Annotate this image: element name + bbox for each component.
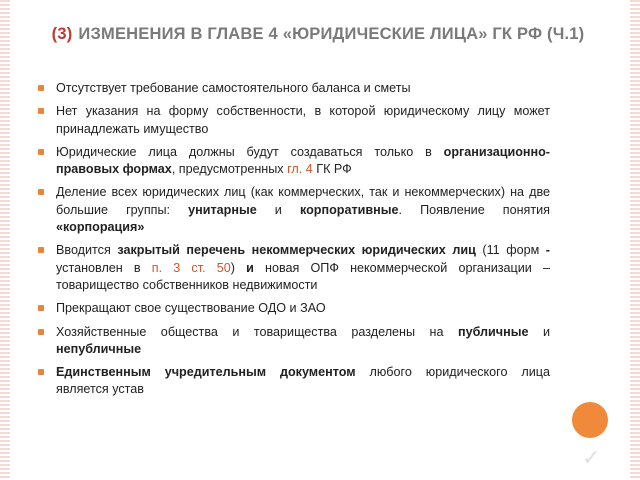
bullet-item: Хозяйственные общества и товарищества разделены на публичные и непубличные [38,324,550,359]
right-decorative-border [630,0,640,480]
title-text: ИЗМЕНЕНИЯ В ГЛАВЕ 4 «ЮРИДИЧЕСКИЕ ЛИЦА» ГК РФ (Ч.1) [78,25,585,43]
bullet-square-icon [38,189,44,195]
orange-circle-decoration [572,402,608,438]
bullet-square-icon [38,369,44,375]
bullet-item: Прекращают свое существование ОДО и ЗАО [38,300,550,317]
bullet-square-icon [38,305,44,311]
bullet-square-icon [38,85,44,91]
watermark-logo: ✓ [582,446,601,471]
law-reference: п. 3 ст. 50 [151,260,231,275]
bullet-square-icon [38,108,44,114]
bullet-square-icon [38,149,44,155]
law-reference: гл. 4 [287,162,313,177]
bullet-list [38,80,550,405]
title-number: (3) [51,25,73,43]
bullet-item: Отсутствует требование самостоятельного баланса и сметы [38,80,550,97]
slide-title [28,24,608,45]
bullet-item: Юридические лица должны будут создаваться только в организационно-правовых формах, предусмотренных гл. 4 ГК РФ [38,144,550,179]
bullet-item: Единственным учредительным документом любого юридического лица является устав [38,364,550,399]
bullet-item: Нет указания на форму собственности, в которой юридическому лицу может принадлежать имущество [38,103,550,138]
bullet-square-icon [38,329,44,335]
bullet-square-icon [38,247,44,253]
left-decorative-border [0,0,10,480]
bullet-item: Деление всех юридических лиц (как коммерческих, так и некоммерческих) на две большие группы: унитарные и корпоративные. Появление понятия «корпорация» [38,184,550,236]
bullet-item: Вводится закрытый перечень некоммерческих юридических лиц (11 форм - установлен в п. 3 ст. 50) и новая ОПФ некоммерческой организации – товарищество собственников недвижимости [38,242,550,294]
